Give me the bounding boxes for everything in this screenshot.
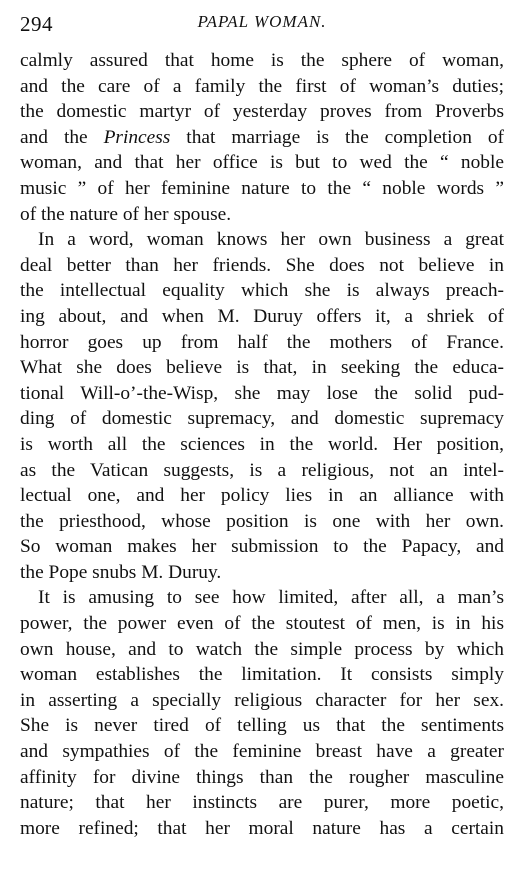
- text-line: and sympathies of the feminine breast have a greater: [20, 741, 504, 763]
- text-line: the priesthood, whose position is one with her own.: [20, 510, 504, 532]
- text-line: calmly assured that home is the sphere of woman,: [20, 50, 504, 71]
- text-line: In a word, woman knows her own business a great: [38, 229, 504, 251]
- running-title: PAPAL WOMAN.: [197, 12, 327, 31]
- text-line: woman, and that her office is but to wed the “ noble: [20, 152, 504, 174]
- paragraph: [20, 227, 504, 585]
- text-line: affinity for divine things than the rougher masculine: [20, 766, 504, 788]
- text-line: is worth all the sciences in the world. Her position,: [20, 433, 504, 455]
- text-line: the Pope snubs M. Duruy.: [20, 561, 222, 583]
- text-segment: and the: [20, 126, 104, 148]
- italic-title: Princess: [103, 126, 171, 148]
- text-line: tional Will-o’-the-Wisp, she may lose the solid pud-: [20, 382, 504, 404]
- text-line: ding of domestic supremacy, and domestic supremacy: [20, 408, 504, 430]
- page-number: 294: [20, 12, 53, 36]
- paragraph: [20, 48, 504, 227]
- paragraph: [20, 585, 504, 841]
- text-line: So woman makes her submission to the Papacy, and: [20, 536, 504, 558]
- text-segment: that marriage is the completion of: [170, 126, 504, 148]
- text-line: What she does believe is that, in seeking the educa-: [20, 357, 504, 379]
- text-line: horror goes up from half the mothers of France.: [20, 331, 504, 353]
- text-line: It is amusing to see how limited, after all, a man’s: [38, 587, 504, 609]
- text-line: in asserting a specially religious character for her sex.: [20, 689, 504, 711]
- text-line: of the nature of her spouse.: [20, 203, 232, 225]
- body-text: [20, 48, 504, 841]
- text-line: [20, 125, 504, 151]
- text-line: as the Vatican suggests, is a religious, not an intel-: [20, 459, 504, 481]
- text-line: power, the power even of the stoutest of men, is in his: [20, 613, 504, 635]
- text-line: more refined; that her moral nature has a certain: [20, 817, 504, 839]
- text-line: music ” of her feminine nature to the “ noble words ”: [20, 177, 504, 199]
- text-line: own house, and to watch the simple process by which: [20, 638, 504, 660]
- text-line: ing about, and when M. Duruy offers it, a shriek of: [20, 305, 504, 327]
- text-line: nature; that her instincts are purer, more poetic,: [20, 792, 504, 814]
- text-line: the intellectual equality which she is always preach-: [20, 280, 504, 302]
- text-line: lectual one, and her policy lies in an alliance with: [20, 485, 504, 507]
- text-line: the domestic martyr of yesterday proves from Proverbs: [20, 101, 504, 123]
- text-line: woman establishes the limitation. It consists simply: [20, 664, 504, 686]
- book-page: [20, 8, 504, 841]
- page-header: [20, 8, 504, 38]
- text-line: and the care of a family the first of woman’s duties;: [20, 75, 504, 97]
- text-line: She is never tired of telling us that the sentiments: [20, 715, 504, 737]
- text-line: deal better than her friends. She does not believe in: [20, 254, 504, 276]
